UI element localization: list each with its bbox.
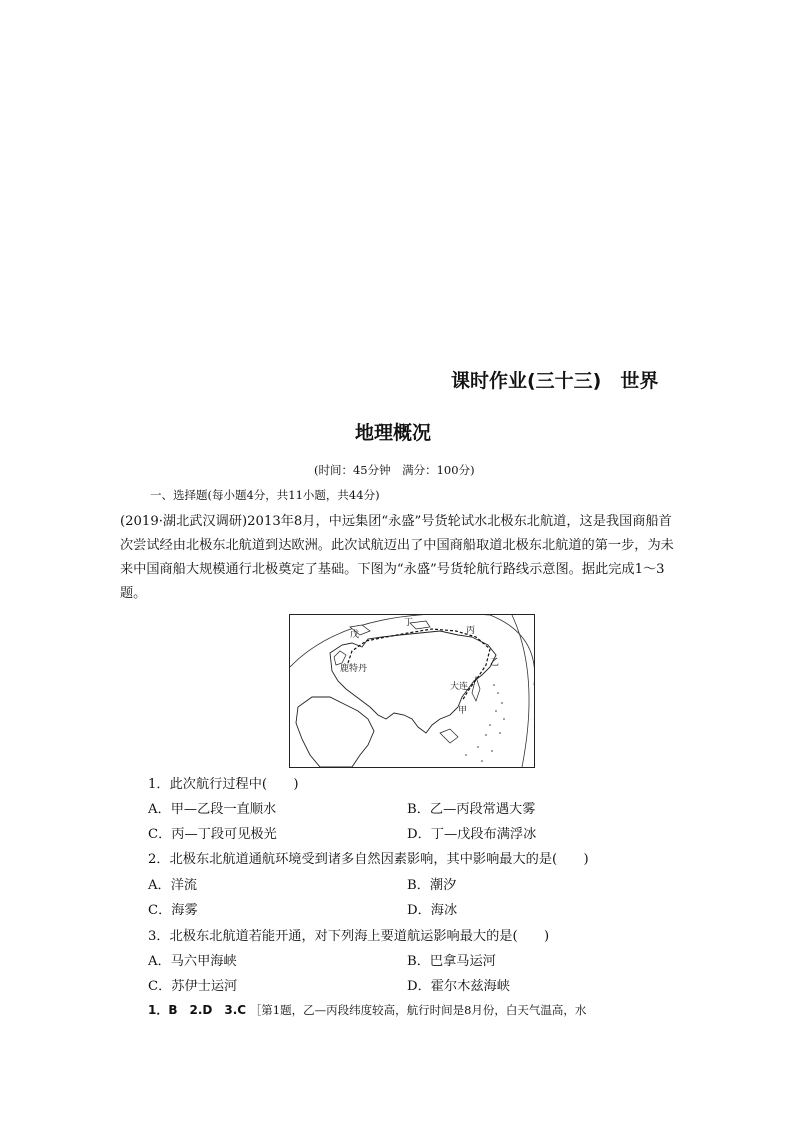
question-2-option-c: C．海雾 — [148, 903, 198, 918]
map-label-wu: 戊 — [350, 630, 360, 640]
africa-coast — [296, 697, 374, 767]
question-2-option-b: B．潮汐 — [407, 878, 457, 893]
map-label-rotterdam: 鹿特丹 — [340, 664, 368, 674]
indonesia — [440, 729, 458, 743]
map-label-yi: 乙 — [490, 658, 500, 668]
question-3-option-d: D．霍尔木兹海峡 — [407, 979, 510, 994]
answer-line — [148, 1001, 586, 1018]
page-title-line2: 地理概况 — [355, 422, 432, 444]
question-1-stem: 1．此次航行过程中( ) — [148, 777, 299, 792]
intro-paragraph: (2019·湖北武汉调研)2013年8月，中远集团“永盛”号货轮试水北极东北航道，这是我国商船首次尝试经由北极东北航道到达欧洲。此次试航迈出了中国商船取道北极东北航道的第一步，为未来中国商船大规模通行北极奠定了基础。下图为“永盛”号货轮航行路线示意图。据此完成1～3题。 — [120, 514, 674, 601]
question-3-stem: 3．北极东北航道若能开通，对下列海上要道航运影响最大的是( ) — [148, 929, 550, 944]
stipple-dots — [465, 684, 505, 762]
map-label-jia: 甲 — [458, 706, 468, 716]
question-1-option-d: D．丁—戊段布满浮冰 — [407, 827, 537, 842]
map-label-dalian: 大连 — [450, 682, 469, 692]
eurasia-coast — [330, 631, 496, 733]
answer-explanation: ［第1题，乙—丙段纬度较高，航行时间是8月份，白天气温高，水 — [249, 1003, 587, 1017]
route-map-drawing — [290, 615, 534, 767]
question-3-option-a: A．马六甲海峡 — [148, 954, 237, 969]
question-3-option-c: C．苏伊士运河 — [148, 979, 238, 994]
exam-meta: (时间：45分钟 满分：100分) — [314, 463, 475, 477]
question-1-option-b: B．乙—丙段常遇大雾 — [407, 802, 536, 817]
section-heading: 一、选择题(每小题4分，共11小题，共44分) — [150, 488, 380, 502]
answer-keys: 1．B 2.D 3.C — [148, 1003, 247, 1017]
ship-route — [348, 629, 490, 701]
page-title-line1: 课时作业(三十三) 世界 — [451, 370, 659, 392]
question-2-option-a: A．洋流 — [148, 878, 198, 893]
route-map — [289, 614, 535, 768]
map-label-bing: 丙 — [466, 626, 476, 636]
map-label-ding: 丁 — [404, 618, 414, 628]
question-1-option-a: A．甲—乙段一直顺水 — [148, 802, 277, 817]
question-2-stem: 2．北极东北航道通航环境受到诸多自然因素影响，其中影响最大的是( ) — [148, 852, 589, 867]
question-2-option-d: D．海冰 — [407, 903, 458, 918]
question-1-option-c: C．丙—丁段可见极光 — [148, 827, 277, 842]
question-3-option-b: B．巴拿马运河 — [407, 954, 496, 969]
globe-edge-right — [512, 615, 529, 767]
